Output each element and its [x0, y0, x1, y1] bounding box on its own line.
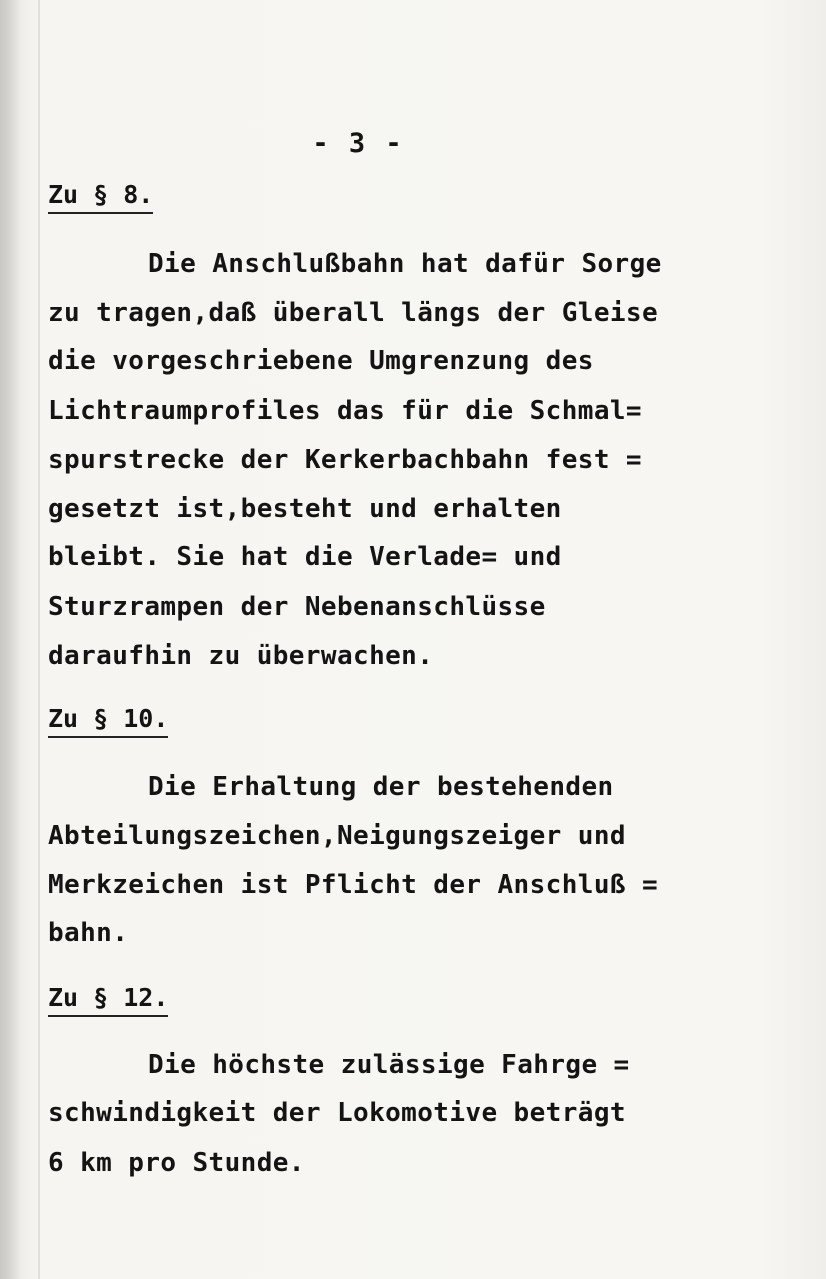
- binding-shadow: [0, 0, 22, 1279]
- body-line: schwindigkeit der Lokomotive beträgt: [48, 1098, 626, 1128]
- body-line: Die höchste zulässige Fahrge =: [148, 1050, 630, 1080]
- page-number: - 3 -: [312, 128, 404, 159]
- body-line: bahn.: [48, 918, 129, 948]
- body-line: Die Anschlußbahn hat dafür Sorge: [148, 249, 662, 279]
- body-line: Sturzrampen der Nebenanschlüsse: [48, 592, 546, 622]
- body-line: zu tragen,daß überall längs der Gleise: [48, 298, 659, 328]
- body-line: gesetzt ist,besteht und erhalten: [48, 494, 562, 524]
- body-line: die vorgeschriebene Umgrenzung des: [48, 346, 594, 376]
- body-line: Merkzeichen ist Pflicht der Anschluß =: [48, 870, 659, 900]
- section-heading-12: Zu § 12.: [48, 983, 168, 1017]
- page-crease: [38, 0, 40, 1279]
- body-line: 6 km pro Stunde.: [48, 1148, 305, 1178]
- body-line: bleibt. Sie hat die Verlade= und: [48, 542, 562, 572]
- body-line: Abteilungszeichen,Neigungszeiger und: [48, 821, 626, 851]
- section-heading-8: Zu § 8.: [48, 180, 153, 214]
- section-heading-10: Zu § 10.: [48, 704, 168, 738]
- body-line: Die Erhaltung der bestehenden: [148, 772, 614, 802]
- body-line: Lichtraumprofiles das für die Schmal=: [48, 396, 642, 426]
- body-line: daraufhin zu überwachen.: [48, 641, 434, 671]
- body-line: spurstrecke der Kerkerbachbahn fest =: [48, 445, 642, 475]
